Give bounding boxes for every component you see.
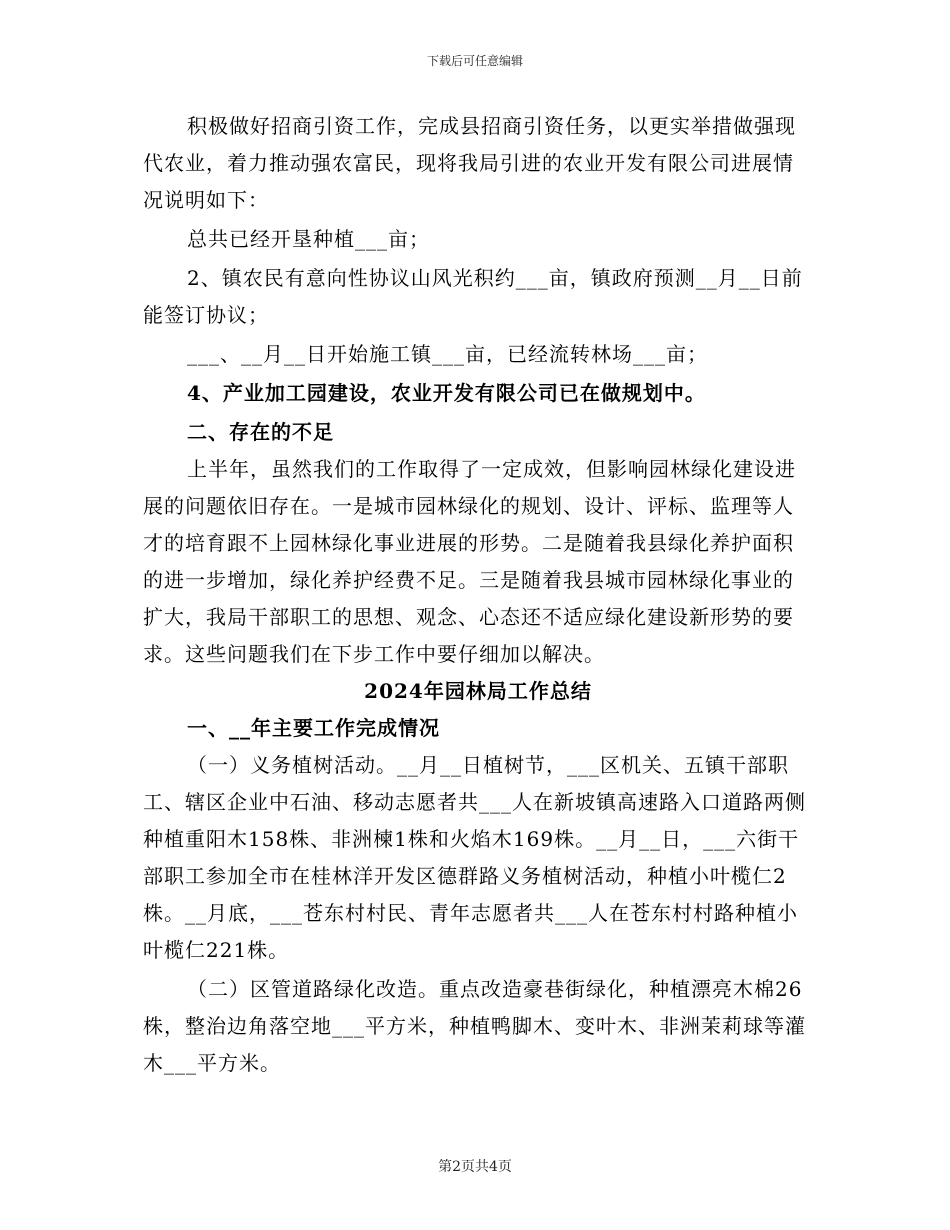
paragraph-road-greening: （二）区管道路绿化改造。重点改造豪巷街绿化，种植漂亮木棉26株，整治边角落空地___平方米，种植鸭脚木、变叶木、非洲茉莉球等灌木___平方米。	[143, 977, 806, 1075]
paragraph-tree-planting: （一）义务植树活动。__月__日植树节，___区机关、五镇干部职工、辖区企业中石油、移动志愿者共___人在新坡镇高速路入口道路两侧种植重阳木158株、非洲楝1株和火焰木169株。__月__日，___六街干部职工参加全市在桂林洋开发区德群路义务植树活动，种植小叶榄仁2株。__月底，___苍东村村民、青年志愿者共___人在苍东村村路种植小叶榄仁221株。	[143, 753, 806, 962]
page-footer: 第2页共4页	[438, 1159, 512, 1175]
document-body	[143, 108, 813, 1082]
paragraph-item-3: ___、__月__日开始施工镇___亩，已经流转林场___亩；	[187, 342, 708, 366]
section-heading-main-work: 一、__年主要工作完成情况	[187, 716, 440, 740]
paragraph-item-4: 4、产业加工园建设，农业开发有限公司已在做规划中。	[187, 381, 706, 405]
section-heading-shortcomings: 二、存在的不足	[187, 420, 334, 444]
document-title: 2024年园林局工作总结	[364, 679, 592, 703]
paragraph-item-1: 总共已经开垦种植___亩；	[187, 227, 430, 251]
paragraph-item-2: 2、镇农民有意向性协议山风光积约___亩，镇政府预测__月__日前能签订协议；	[143, 266, 803, 327]
page-header: 下载后可任意编辑	[426, 54, 523, 68]
paragraph-intro: 积极做好招商引资工作，完成县招商引资任务，以更实举措做强现代农业，着力推动强农富民，现将我局引进的农业开发有限公司进展情况说明如下：	[143, 114, 796, 212]
paragraph-shortcomings: 上半年，虽然我们的工作取得了一定成效，但影响园林绿化建设进展的问题依旧存在。一是城市园林绿化的规划、设计、评标、监理等人才的培育跟不上园林绿化事业进展的形势。二是随着我县绿化养护面积的进一步增加，绿化养护经费不足。三是随着我县城市园林绿化事业的扩大，我局干部职工的思想、观念、心态还不适应绿化建设新形势的要求。这些问题我们在下步工作中要仔细加以解决。	[143, 457, 796, 666]
